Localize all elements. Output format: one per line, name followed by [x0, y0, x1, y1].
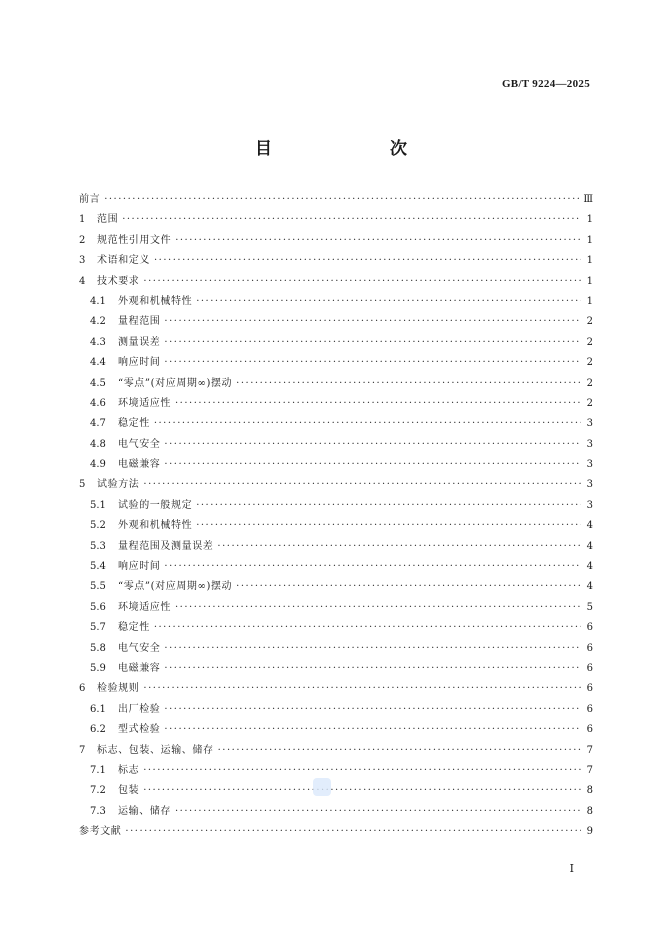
toc-entry-number: 4.1: [90, 295, 106, 307]
toc-entry-page: 8: [586, 785, 593, 797]
toc-entry-label: “零点”(对应周期∞)摆动: [118, 581, 233, 593]
toc-entry-number: 1: [79, 214, 86, 226]
toc-entry-label: 前言: [79, 194, 101, 205]
toc-entry-label: 试验的一般规定: [118, 499, 193, 511]
toc-entry[interactable]: [79, 700, 593, 720]
table-of-contents: [79, 190, 593, 843]
toc-entry[interactable]: [79, 272, 593, 292]
toc-dot-leader: [125, 822, 581, 842]
toc-entry-number: 5: [79, 479, 86, 491]
toc-entry-number: 3: [79, 255, 86, 267]
toc-entry-label: 试验方法: [97, 479, 140, 491]
toc-dot-leader: [164, 659, 581, 679]
toc-entry[interactable]: [79, 659, 593, 679]
toc-entry-number: 7: [79, 744, 86, 756]
toc-entry-label: 范围: [97, 214, 119, 226]
toc-entry-label: 技术要求: [97, 275, 140, 287]
toc-entry-number: 4.2: [90, 316, 106, 328]
toc-entry-page: 6: [586, 622, 593, 634]
toc-dot-leader: [143, 761, 581, 781]
toc-dot-leader: [154, 618, 581, 638]
toc-entry[interactable]: [79, 598, 593, 618]
toc-dot-leader: [175, 598, 581, 618]
toc-entry-label: 运输、储存: [118, 805, 171, 817]
toc-entry[interactable]: [79, 394, 593, 414]
toc-entry-label: 电磁兼容: [118, 459, 161, 471]
toc-entry-label: “零点”(对应周期∞)摆动: [118, 377, 233, 389]
toc-entry[interactable]: [79, 475, 593, 495]
toc-dot-leader: [143, 679, 581, 699]
toc-entry-label: 电气安全: [118, 438, 161, 450]
toc-entry-label: 环境适应性: [118, 601, 171, 613]
toc-entry-number: 6: [79, 683, 86, 695]
toc-entry-number: 7.2: [90, 785, 106, 797]
toc-dot-leader: [196, 496, 581, 516]
toc-entry[interactable]: [79, 822, 593, 842]
toc-entry-label: 参考文献: [79, 826, 122, 838]
toc-entry-label: 环境适应性: [118, 397, 171, 409]
toc-dot-leader: [122, 210, 581, 230]
toc-entry-label: 电气安全: [118, 642, 161, 654]
toc-entry-label: 外观和机械特性: [118, 520, 193, 532]
toc-dot-leader: [154, 251, 581, 271]
watermark-mark: [313, 778, 331, 796]
toc-dot-leader: [104, 190, 579, 210]
page-number: Ⅰ: [569, 863, 574, 875]
toc-entry-page: 3: [586, 459, 593, 471]
toc-entry-page: Ⅲ: [583, 194, 593, 205]
toc-entry-label: 响应时间: [118, 561, 161, 573]
toc-entry-label: 标志、包装、运输、储存: [97, 744, 214, 756]
toc-dot-leader: [164, 312, 581, 332]
toc-entry-label: 规范性引用文件: [97, 234, 172, 246]
toc-entry[interactable]: [79, 741, 593, 761]
toc-dot-leader: [217, 537, 581, 557]
toc-dot-leader: [164, 435, 581, 455]
toc-entry-label: 术语和定义: [97, 255, 150, 267]
toc-entry-page: 6: [586, 703, 593, 715]
toc-dot-leader: [143, 781, 581, 801]
toc-entry[interactable]: [79, 455, 593, 475]
toc-dot-leader: [164, 639, 581, 659]
toc-entry-page: 1: [586, 275, 593, 287]
toc-entry[interactable]: [79, 618, 593, 638]
toc-entry[interactable]: [79, 516, 593, 536]
toc-entry-page: 5: [586, 601, 593, 613]
toc-entry-number: 6.1: [90, 703, 106, 715]
toc-entry-page: 1: [586, 214, 593, 226]
toc-entry-number: 5.1: [90, 499, 106, 511]
toc-entry-label: 包装: [118, 785, 140, 797]
toc-entry-number: 2: [79, 234, 86, 246]
toc-entry-label: 标志: [118, 764, 140, 776]
toc-dot-leader: [196, 292, 581, 312]
toc-dot-leader: [164, 353, 581, 373]
toc-dot-leader: [154, 414, 581, 434]
toc-dot-leader: [175, 802, 581, 822]
toc-dot-leader: [164, 557, 581, 577]
toc-entry[interactable]: [79, 435, 593, 455]
toc-entry-label: 外观和机械特性: [118, 295, 193, 307]
toc-dot-leader: [164, 333, 581, 353]
toc-entry[interactable]: [79, 374, 593, 394]
toc-entry-number: 5.9: [90, 662, 106, 674]
toc-entry-page: 2: [586, 336, 593, 348]
toc-entry-page: 6: [586, 683, 593, 695]
standard-code: GB/T 9224—2025: [501, 78, 590, 90]
toc-entry-page: 1: [586, 295, 593, 307]
toc-entry-number: 5.3: [90, 540, 106, 552]
toc-entry-page: 2: [586, 397, 593, 409]
toc-entry-page: 2: [586, 316, 593, 328]
toc-entry[interactable]: [79, 251, 593, 271]
toc-dot-leader: [143, 475, 581, 495]
toc-entry-number: 4.8: [90, 438, 106, 450]
toc-entry-page: 7: [586, 764, 593, 776]
toc-entry-page: 6: [586, 724, 593, 736]
toc-entry[interactable]: [79, 210, 593, 230]
toc-entry[interactable]: [79, 781, 593, 801]
toc-entry-number: 5.8: [90, 642, 106, 654]
toc-entry[interactable]: [79, 679, 593, 699]
toc-entry-page: 2: [586, 377, 593, 389]
toc-entry[interactable]: [79, 333, 593, 353]
toc-entry-page: 9: [586, 826, 593, 838]
toc-entry[interactable]: [79, 537, 593, 557]
toc-entry[interactable]: [79, 761, 593, 781]
toc-entry-number: 5.2: [90, 520, 106, 532]
toc-entry-number: 5.7: [90, 622, 106, 634]
toc-dot-leader: [164, 455, 581, 475]
toc-entry[interactable]: [79, 720, 593, 740]
toc-entry-number: 5.6: [90, 601, 106, 613]
toc-entry-number: 5.4: [90, 561, 106, 573]
toc-entry-page: 7: [586, 744, 593, 756]
toc-entry[interactable]: [79, 802, 593, 822]
toc-entry-page: 4: [586, 520, 593, 532]
toc-entry[interactable]: [79, 496, 593, 516]
toc-entry-label: 稳定性: [118, 418, 150, 430]
toc-entry-page: 3: [586, 418, 593, 430]
toc-entry[interactable]: [79, 190, 593, 210]
toc-dot-leader: [236, 577, 581, 597]
toc-entry-label: 测量误差: [118, 336, 161, 348]
page-title: 目 次: [255, 139, 435, 159]
toc-entry-page: 2: [586, 357, 593, 369]
toc-entry-number: 7.1: [90, 764, 106, 776]
toc-entry[interactable]: [79, 557, 593, 577]
toc-entry-label: 出厂检验: [118, 703, 161, 715]
toc-entry-number: 4.6: [90, 397, 106, 409]
toc-entry-number: 4: [79, 275, 86, 287]
toc-entry-number: 4.4: [90, 357, 106, 369]
toc-entry[interactable]: [79, 353, 593, 373]
toc-dot-leader: [164, 700, 581, 720]
toc-entry[interactable]: [79, 312, 593, 332]
toc-entry-page: 8: [586, 805, 593, 817]
toc-entry-number: 4.5: [90, 377, 106, 389]
toc-entry-label: 响应时间: [118, 357, 161, 369]
toc-entry-number: 7.3: [90, 805, 106, 817]
toc-entry-number: 6.2: [90, 724, 106, 736]
toc-entry[interactable]: [79, 639, 593, 659]
toc-dot-leader: [175, 231, 581, 251]
toc-entry-page: 1: [586, 255, 593, 267]
toc-entry-label: 检验规则: [97, 683, 140, 695]
toc-entry-number: 4.7: [90, 418, 106, 430]
toc-entry-page: 4: [586, 581, 593, 593]
toc-entry-label: 型式检验: [118, 724, 161, 736]
toc-entry-number: 4.3: [90, 336, 106, 348]
toc-entry[interactable]: [79, 231, 593, 251]
toc-dot-leader: [175, 394, 581, 414]
toc-entry-number: 5.5: [90, 581, 106, 593]
toc-entry-page: 3: [586, 499, 593, 511]
toc-entry-page: 6: [586, 642, 593, 654]
toc-entry-page: 4: [586, 540, 593, 552]
toc-entry-page: 4: [586, 561, 593, 573]
toc-entry-page: 3: [586, 438, 593, 450]
toc-entry[interactable]: [79, 414, 593, 434]
toc-dot-leader: [143, 272, 581, 292]
toc-entry-number: 4.9: [90, 459, 106, 471]
toc-entry[interactable]: [79, 292, 593, 312]
toc-entry-page: 1: [586, 234, 593, 246]
toc-entry-label: 量程范围: [118, 316, 161, 328]
toc-entry[interactable]: [79, 577, 593, 597]
toc-entry-page: 3: [586, 479, 593, 491]
toc-entry-page: 6: [586, 662, 593, 674]
toc-dot-leader: [218, 741, 581, 761]
toc-entry-label: 量程范围及测量误差: [118, 540, 214, 552]
toc-entry-label: 稳定性: [118, 622, 150, 634]
toc-dot-leader: [196, 516, 581, 536]
toc-entry-label: 电磁兼容: [118, 662, 161, 674]
toc-dot-leader: [164, 720, 581, 740]
toc-dot-leader: [236, 374, 581, 394]
